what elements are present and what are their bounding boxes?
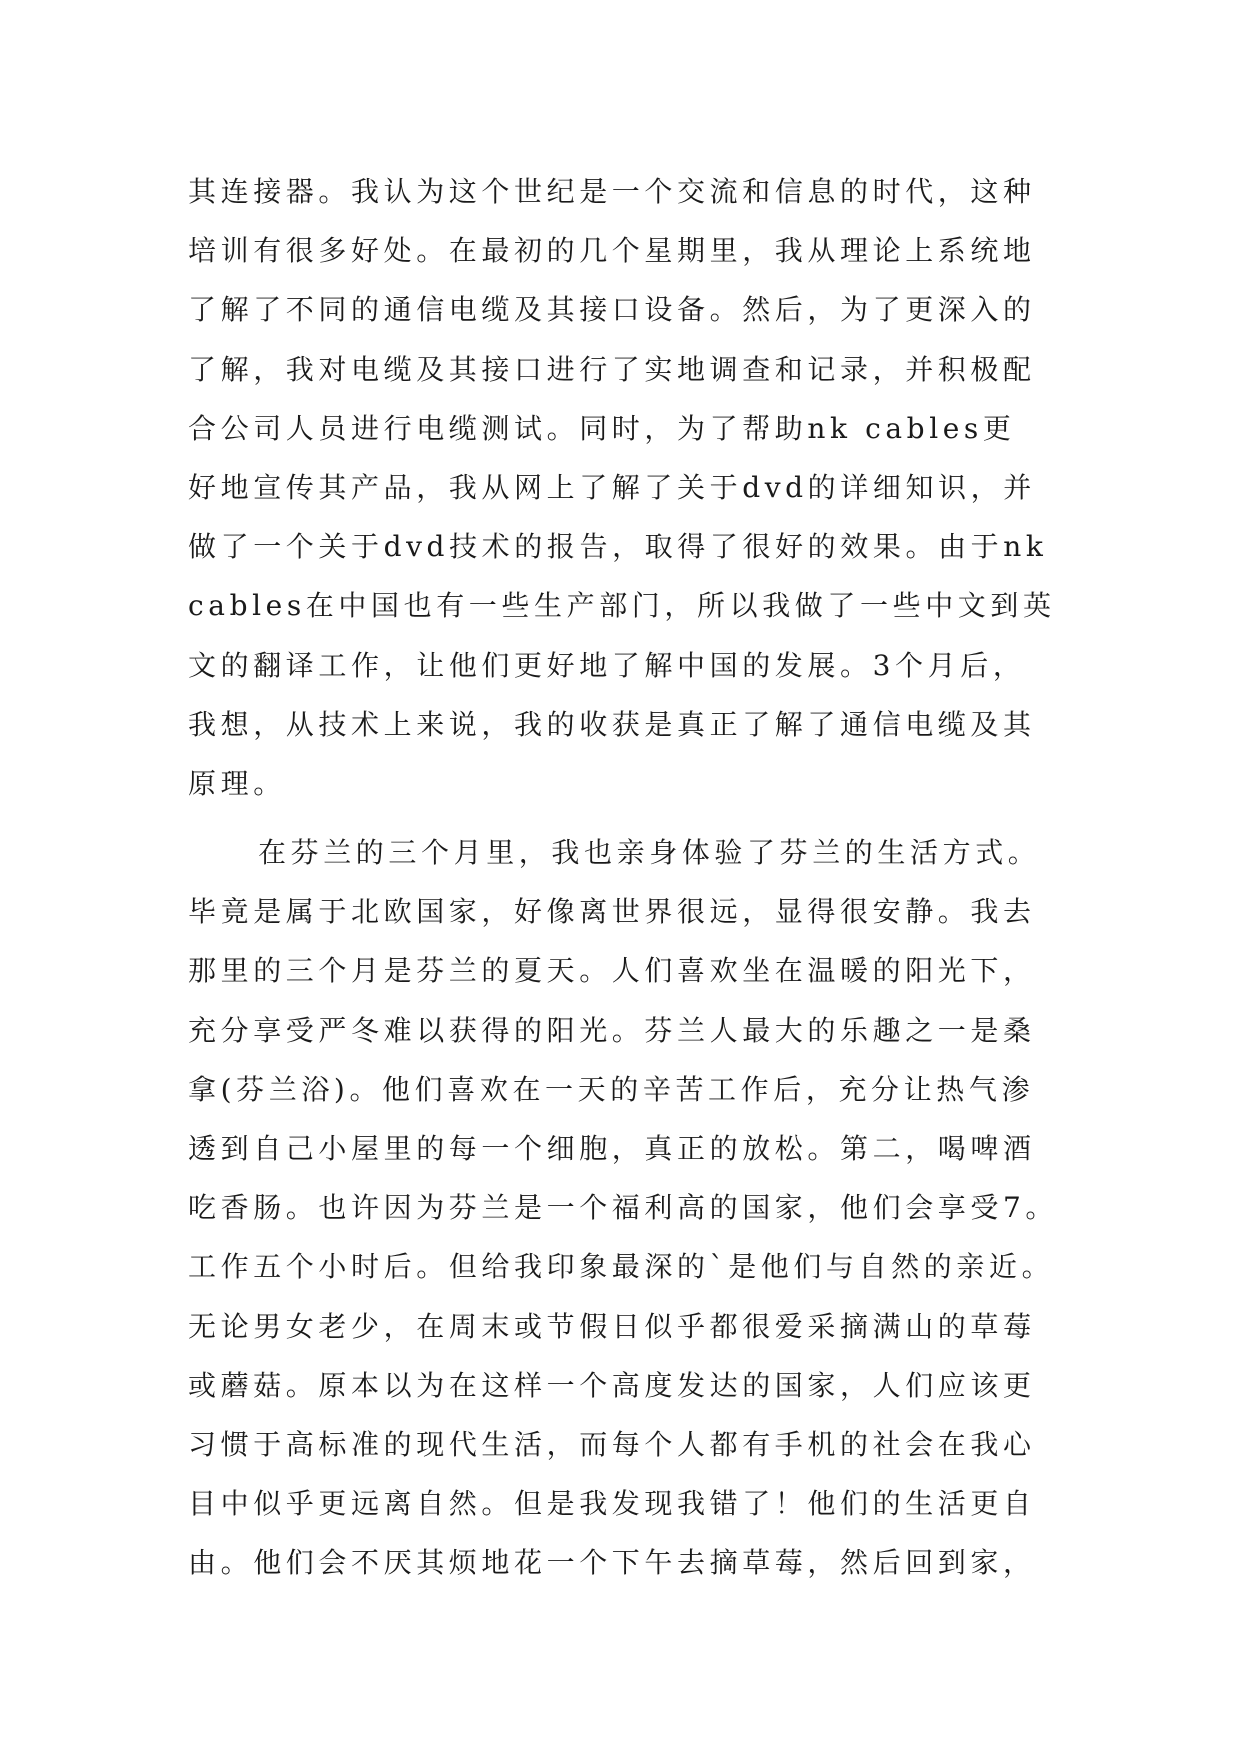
text-line: 或蘑菇。原本以为在这样一个高度发达的国家，人们应该更 [188,1368,1036,1402]
text-line: 做了一个关于dvd技术的报告，取得了很好的效果。由于nk [188,530,1048,564]
text-line: 我想，从技术上来说，我的收获是真正了解了通信电缆及其 [188,707,1036,741]
text-line: 目中似乎更远离自然。但是我发现我错了！他们的生活更自 [188,1487,1036,1521]
text-line: 习惯于高标准的现代生活，而每个人都有手机的社会在我心 [188,1427,1036,1461]
document-body [188,162,1059,1593]
paragraph-1 [188,162,1054,813]
text-line: 那里的三个月是芬兰的夏天。人们喜欢坐在温暖的阳光下， [188,954,1036,988]
text-line: 培训有很多好处。在最初的几个星期里，我从理论上系统地 [188,234,1036,268]
text-line: 由。他们会不厌其烦地花一个下午去摘草莓，然后回到家， [188,1546,1036,1580]
text-line: cables在中国也有一些生产部门，所以我做了一些中文到英 [188,589,1056,623]
text-line: 吃香肠。也许因为芬兰是一个福利高的国家，他们会享受7。 [188,1191,1059,1225]
text-line: 原理。 [188,766,286,800]
text-line: 充分享受严冬难以获得的阳光。芬兰人最大的乐趣之一是桑 [188,1013,1036,1047]
text-line: 毕竟是属于北欧国家，好像离世界很远，显得很安静。我去 [188,895,1036,929]
text-line: 了解了不同的通信电缆及其接口设备。然后，为了更深入的 [188,293,1036,327]
text-line: 文的翻译工作，让他们更好地了解中国的发展。3个月后， [188,648,1026,682]
text-line: 其连接器。我认为这个世纪是一个交流和信息的时代，这种 [188,175,1036,208]
text-line: 工作五个小时后。但给我印象最深的`是他们与自然的亲近。 [188,1250,1055,1284]
paragraph-2 [188,823,1059,1592]
text-line: 拿(芬兰浴)。他们喜欢在一天的辛苦工作后，充分让热气渗 [188,1072,1035,1106]
paragraph-spacer [188,813,1054,823]
text-line: 无论男女老少，在周末或节假日似乎都很爱采摘满山的草莓 [188,1309,1036,1343]
text-line: 合公司人员进行电缆测试。同时，为了帮助nk cables更 [188,411,1016,445]
text-line: 在芬兰的三个月里，我也亲身体验了芬兰的生活方式。 [258,836,1041,870]
text-line: 好地宣传其产品，我从网上了解了关于dvd的详细知识，并 [188,470,1036,504]
text-line: 透到自己小屋里的每一个细胞，真正的放松。第二，喝啤酒 [188,1132,1036,1165]
text-line: 了解，我对电缆及其接口进行了实地调查和记录，并积极配 [188,352,1036,386]
